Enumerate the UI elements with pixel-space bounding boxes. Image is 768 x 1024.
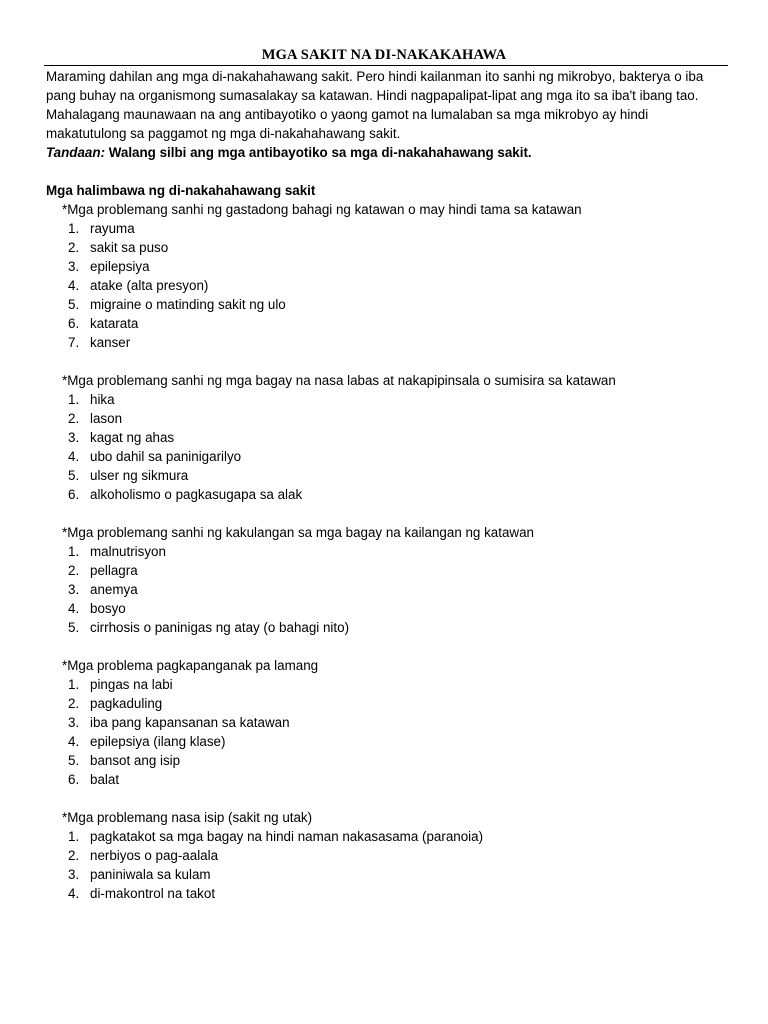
item-text: bansot ang isip <box>90 753 181 768</box>
list-item <box>46 751 736 770</box>
disease-list <box>46 542 736 637</box>
disease-list <box>46 675 736 789</box>
list-item <box>46 694 736 713</box>
item-number: 5. <box>68 468 80 483</box>
item-number: 1. <box>68 544 80 559</box>
spacer <box>46 789 736 808</box>
item-text: iba pang kapansanan sa katawan <box>90 715 290 730</box>
reminder-label: Tandaan: <box>46 145 106 160</box>
disease-list <box>46 390 736 504</box>
item-number: 4. <box>68 734 80 749</box>
item-text: malnutrisyon <box>90 544 166 559</box>
list-item <box>46 846 736 865</box>
list-item <box>46 466 736 485</box>
disease-list <box>46 827 736 903</box>
category-heading: *Mga problemang nasa isip (sakit ng utak) <box>62 810 313 825</box>
item-text: epilepsiya <box>90 259 150 274</box>
item-number: 3. <box>68 582 80 597</box>
item-number: 2. <box>68 240 80 255</box>
list-item <box>46 713 736 732</box>
reminder-note <box>46 143 736 162</box>
item-number: 6. <box>68 487 80 502</box>
item-text: pagkatakot sa mga bagay na hindi naman nakasasama (paranoia) <box>90 829 484 844</box>
item-number: 4. <box>68 886 80 901</box>
item-text: paniniwala sa kulam <box>90 867 211 882</box>
intro-line: pang buhay na organismong sumasalakay sa katawan. Hindi nagpapalipat-lipat ang mga ito sa iba't ibang tao. <box>46 88 699 103</box>
category-heading: *Mga problemang sanhi ng gastadong bahagi ng katawan o may hindi tama sa katawan <box>62 202 582 217</box>
item-number: 2. <box>68 696 80 711</box>
list-item <box>46 333 736 352</box>
list-item <box>46 409 736 428</box>
item-text: lason <box>90 411 123 426</box>
reminder-text: Walang silbi ang mga antibayotiko sa mga di-nakahahawang sakit. <box>105 145 532 160</box>
list-item <box>46 542 736 561</box>
category-heading: *Mga problema pagkapanganak pa lamang <box>62 658 319 673</box>
disease-list <box>46 219 736 352</box>
spacer <box>46 504 736 523</box>
category-heading: *Mga problemang sanhi ng kakulangan sa mga bagay na kailangan ng katawan <box>62 525 534 540</box>
spacer <box>46 352 736 371</box>
item-text: anemya <box>90 582 138 597</box>
list-item <box>46 599 736 618</box>
list-item <box>46 314 736 333</box>
list-item <box>46 884 736 903</box>
item-text: alkoholismo o pagkasugapa sa alak <box>90 487 303 502</box>
list-item <box>46 561 736 580</box>
item-number: 5. <box>68 753 80 768</box>
item-text: migraine o matinding sakit ng ulo <box>90 297 286 312</box>
item-number: 3. <box>68 259 80 274</box>
list-item <box>46 295 736 314</box>
list-item <box>46 257 736 276</box>
item-number: 4. <box>68 278 80 293</box>
category-heading: *Mga problemang sanhi ng mga bagay na nasa labas at nakapipinsala o sumisira sa katawan <box>62 373 616 388</box>
item-text: nerbiyos o pag-aalala <box>90 848 219 863</box>
list-item <box>46 238 736 257</box>
list-item <box>46 485 736 504</box>
item-text: hika <box>90 392 115 407</box>
spacer <box>46 637 736 656</box>
list-item <box>46 618 736 637</box>
document-body <box>46 67 736 903</box>
item-text: atake (alta presyon) <box>90 278 209 293</box>
item-text: ulser ng sikmura <box>90 468 189 483</box>
list-item <box>46 827 736 846</box>
item-text: balat <box>90 772 120 787</box>
item-number: 4. <box>68 601 80 616</box>
examples-heading: Mga halimbawa ng di-nakahahawang sakit <box>46 183 316 198</box>
item-text: epilepsiya (ilang klase) <box>90 734 226 749</box>
item-number: 6. <box>68 772 80 787</box>
item-text: pingas na labi <box>90 677 173 692</box>
item-number: 2. <box>68 563 80 578</box>
item-text: sakit sa puso <box>90 240 169 255</box>
title-divider <box>44 65 728 66</box>
intro-line: Mahalagang maunawaan na ang antibayotiko o yaong gamot na lumalaban sa mga mikrobyo ay hindi <box>46 107 649 122</box>
item-number: 3. <box>68 430 80 445</box>
item-text: rayuma <box>90 221 135 236</box>
list-item <box>46 865 736 884</box>
item-text: kanser <box>90 335 131 350</box>
item-number: 5. <box>68 620 80 635</box>
item-text: di-makontrol na takot <box>90 886 216 901</box>
item-number: 1. <box>68 221 80 236</box>
document-title: MGA SAKIT NA DI-NAKAKAHAWA <box>261 47 507 63</box>
item-number: 1. <box>68 829 80 844</box>
item-number: 2. <box>68 848 80 863</box>
item-number: 1. <box>68 677 80 692</box>
item-number: 5. <box>68 297 80 312</box>
item-number: 4. <box>68 449 80 464</box>
item-text: pagkaduling <box>90 696 163 711</box>
list-item <box>46 428 736 447</box>
item-text: kagat ng ahas <box>90 430 175 445</box>
item-text: bosyo <box>90 601 126 616</box>
item-number: 7. <box>68 335 80 350</box>
list-item <box>46 580 736 599</box>
item-number: 3. <box>68 715 80 730</box>
list-item <box>46 390 736 409</box>
list-item <box>46 276 736 295</box>
spacer <box>46 162 736 181</box>
item-number: 3. <box>68 867 80 882</box>
item-text: pellagra <box>90 563 138 578</box>
item-text: cirrhosis o paninigas ng atay (o bahagi nito) <box>90 620 350 635</box>
intro-line: Maraming dahilan ang mga di-nakahahawang sakit. Pero hindi kailanman ito sanhi ng mikrobyo, bakterya o iba <box>46 69 704 84</box>
intro-line: makatutulong sa paggamot ng mga di-nakahahawang sakit. <box>46 126 401 141</box>
list-item <box>46 675 736 694</box>
item-number: 6. <box>68 316 80 331</box>
item-text: ubo dahil sa paninigarilyo <box>90 449 242 464</box>
list-item <box>46 219 736 238</box>
item-text: katarata <box>90 316 139 331</box>
list-item <box>46 770 736 789</box>
item-number: 2. <box>68 411 80 426</box>
list-item <box>46 447 736 466</box>
item-number: 1. <box>68 392 80 407</box>
list-item <box>46 732 736 751</box>
